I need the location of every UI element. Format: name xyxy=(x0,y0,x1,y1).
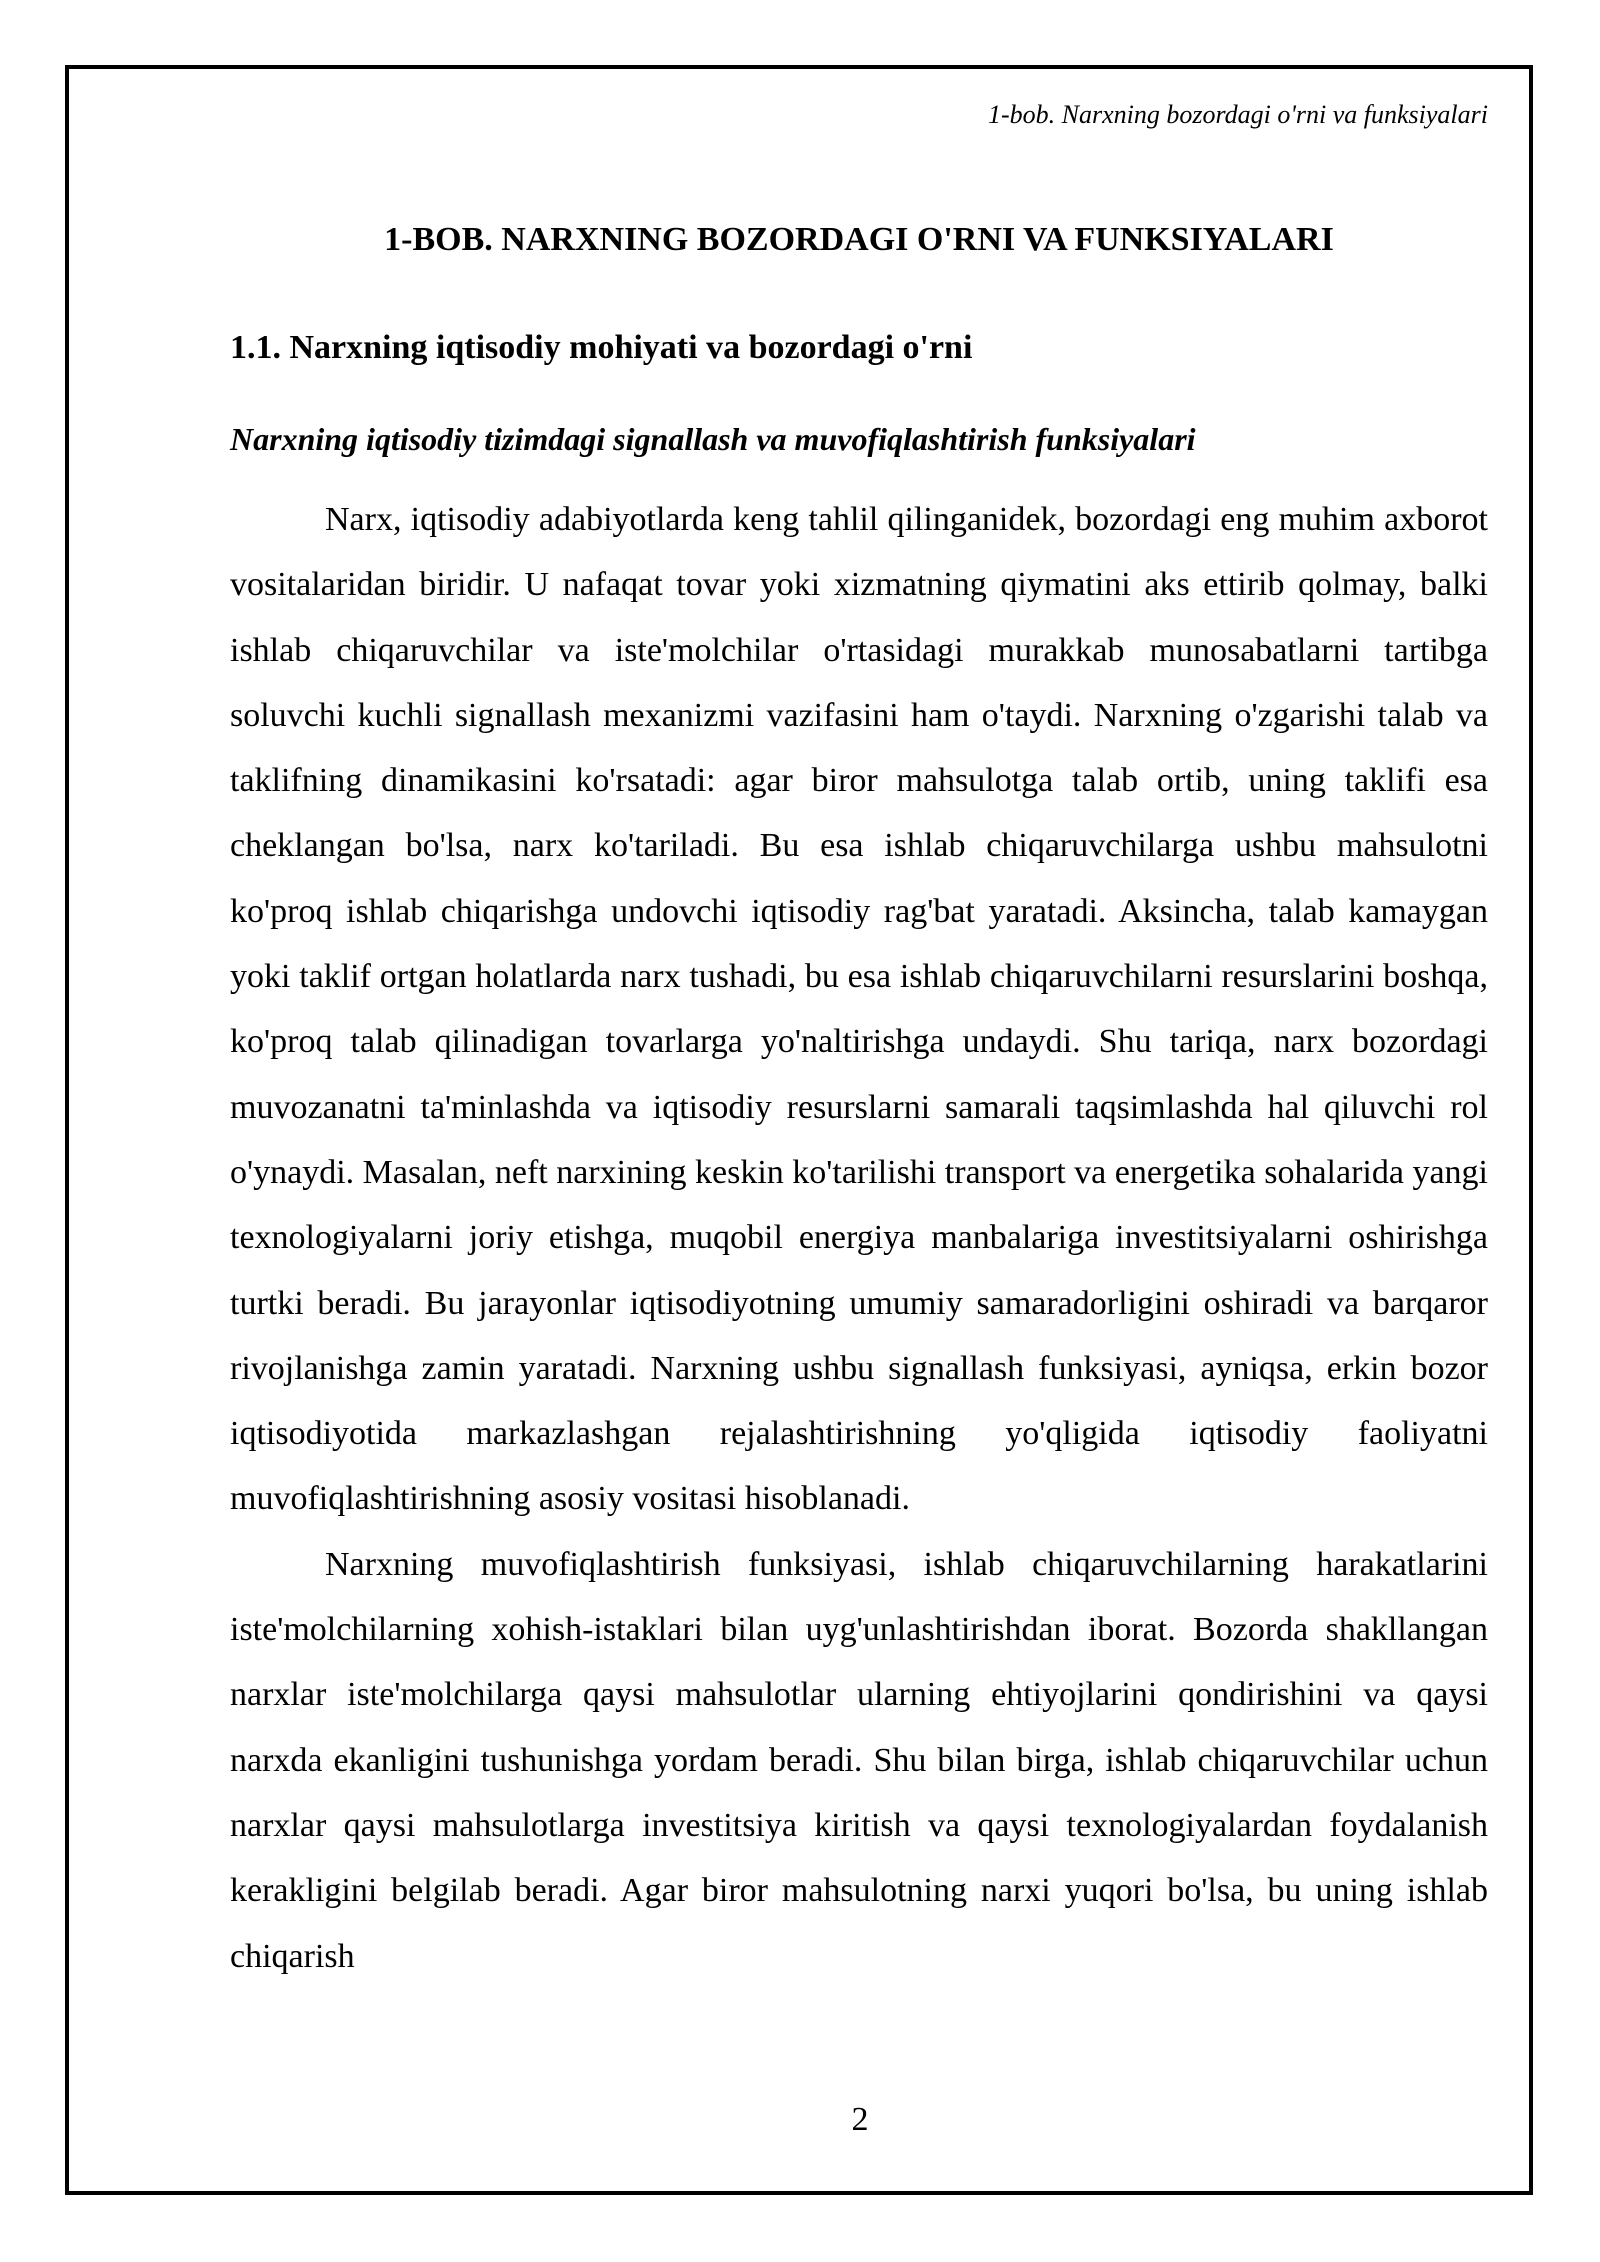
paragraph-2: Narxning muvofiqlashtirish funksiyasi, ishlab chiqaruvchilarning harakatlarini iste'molchilarning xohish-istaklari bilan uyg'unlashtirishdan iborat. Bozorda shakllangan narxlar iste'molchilarga qaysi mahsulotlar ularning ehtiyojlarini qondirishini va qaysi narxda ekanligini tushunishga yordam beradi. Shu bilan birga, ishlab chiqaruvchilar uchun narxlar qaysi mahsulotlarga investitsiya kiritish va qaysi texnologiyalardan foydalanish kerakligini belgilab beradi. Agar biror mahsulotning narxi yuqori bo'lsa, bu uning ishlab chiqarish xyxy=(230,1545,1488,1975)
chapter-title: 1-BOB. NARXNING BOZORDAGI O'RNI VA FUNKSIYALARI xyxy=(384,221,1334,258)
subsection-title: Narxning iqtisodiy tizimdagi signallash va muvofiqlashtirish funksiyalari xyxy=(230,421,1196,457)
page-number: 2 xyxy=(851,2101,869,2138)
paragraph-1: Narx, iqtisodiy adabiyotlarda keng tahlil qilinganidek, bozordagi eng muhim axborot vositalaridan biridir. U nafaqat tovar yoki xizmatning qiymatini aks ettirib qolmay, balki ishlab chiqaruvchilar va iste'molchilar o'rtasidagi murakkab munosabatlarni tartibga soluvchi kuchli signallash mexanizmi vazifasini ham o'taydi. Narxning o'zgarishi talab va taklifning dinamikasini ko'rsatadi: agar biror mahsulotga talab ortib, uning taklifi esa cheklangan bo'lsa, narx ko'tariladi. Bu esa ishlab chiqaruvchilarga ushbu mahsulotni ko'proq ishlab chiqarishga undovchi iqtisodiy rag'bat yaratadi. Aksincha, talab kamaygan yoki taklif ortgan holatlarda narx tushadi, bu esa ishlab chiqaruvchilarni resurslarini boshqa, ko'proq talab qilinadigan tovarlarga yo'naltirishga undaydi. Shu tariqa, narx bozordagi muvozanatni ta'minlashda va iqtisodiy resurslarni samarali taqsimlashda hal qiluvchi rol o'ynaydi. Masalan, neft narxining keskin ko'tarilishi transport va energetika sohalarida yangi texnologiyalarni joriy etishga, muqobil energiya manbalariga investitsiyalarni oshirishga turtki beradi. Bu jarayonlar iqtisodiyotning umumiy samaradorligini oshiradi va barqaror rivojlanishga zamin yaratadi. Narxning ushbu signallash funksiyasi, ayniqsa, erkin bozor iqtisodiyotida markazlashgan rejalashtirishning yo'qligida iqtisodiy faoliyatni muvofiqlashtirishning asosiy vositasi hisoblanadi. xyxy=(230,501,1488,1518)
body-text xyxy=(230,487,1488,1989)
section-title: 1.1. Narxning iqtisodiy mohiyati va bozordagi o'rni xyxy=(230,329,973,366)
running-header: 1-bob. Narxning bozordagi o'rni va funksiyalari xyxy=(987,100,1488,129)
